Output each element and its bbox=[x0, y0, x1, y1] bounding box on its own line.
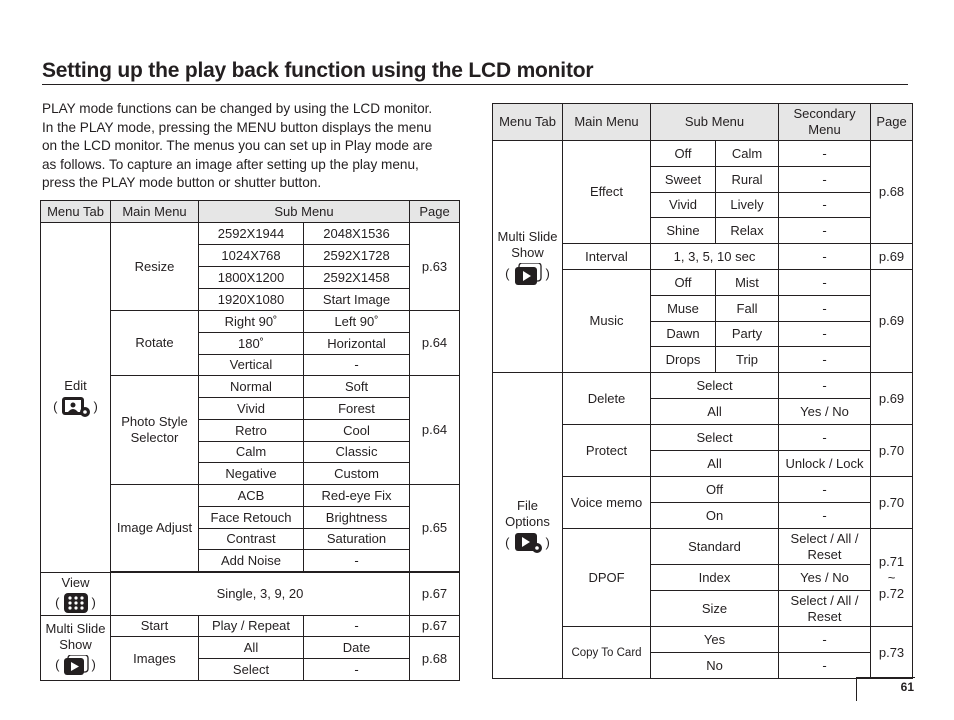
header-main-menu: Main Menu bbox=[563, 104, 651, 141]
play-menu-table-left bbox=[40, 200, 460, 681]
paren-close: ) bbox=[93, 398, 98, 414]
page-title: Setting up the play back function using the LCD monitor bbox=[42, 58, 908, 85]
intro-line: on the LCD monitor. The menus you can set up in Play mode are bbox=[42, 138, 433, 154]
sub-menu-cell: Muse bbox=[651, 296, 716, 322]
paren-close: ) bbox=[91, 657, 96, 672]
paren-open: ( bbox=[55, 657, 60, 672]
sub-menu-cell: 1, 3, 5, 10 sec bbox=[651, 244, 779, 270]
header-secondary-menu: Secondary Menu bbox=[779, 104, 871, 141]
header-menu-tab: Menu Tab bbox=[493, 104, 563, 141]
sub-menu-cell: 1800X1200 bbox=[199, 267, 304, 289]
menu-tab-label: Multi Slide Show bbox=[497, 228, 558, 260]
secondary-cell: Select / All / Reset bbox=[779, 591, 871, 627]
secondary-cell: - bbox=[779, 244, 871, 270]
sub-menu-cell: 1920X1080 bbox=[199, 289, 304, 311]
grid-view-icon bbox=[63, 593, 89, 613]
secondary-cell: Unlock / Lock bbox=[779, 451, 871, 477]
sub-menu-cell: Right 90˚ bbox=[199, 311, 304, 333]
page-ref: p.64 bbox=[410, 376, 460, 485]
sub-menu-cell: 1024X768 bbox=[199, 245, 304, 267]
page-ref: p.67 bbox=[410, 573, 460, 616]
page-ref bbox=[871, 529, 913, 627]
secondary-cell: - bbox=[779, 373, 871, 399]
header-sub-menu: Sub Menu bbox=[651, 104, 779, 141]
sub-menu-cell: - bbox=[304, 659, 410, 681]
sub-menu-cell: No bbox=[651, 653, 779, 679]
page-ref: p.67 bbox=[410, 616, 460, 637]
sub-menu-cell: Start Image bbox=[304, 289, 410, 311]
secondary-cell: - bbox=[779, 425, 871, 451]
sub-menu-cell: 180˚ bbox=[199, 333, 304, 355]
menu-tab-multi-slide bbox=[41, 616, 111, 681]
sub-menu-cell: Fall bbox=[716, 296, 779, 322]
main-menu-image-adjust: Image Adjust bbox=[111, 485, 199, 572]
paren-close: ) bbox=[91, 595, 96, 610]
view-icon-group bbox=[55, 593, 96, 613]
edit-photo-icon bbox=[61, 396, 91, 418]
page-ref: p.63 bbox=[410, 223, 460, 311]
main-menu-voice-memo: Voice memo bbox=[563, 477, 651, 529]
page-ref: p.68 bbox=[871, 141, 913, 244]
sub-menu-cell: Shine bbox=[651, 218, 716, 244]
secondary-cell: - bbox=[779, 296, 871, 322]
sub-menu-cell: - bbox=[304, 355, 410, 376]
header-main-menu: Main Menu bbox=[111, 201, 199, 223]
paren-close: ) bbox=[545, 265, 550, 281]
main-menu-delete: Delete bbox=[563, 373, 651, 425]
sub-menu-cell: 2592X1944 bbox=[199, 223, 304, 245]
slideshow-play-icon bbox=[513, 263, 543, 285]
table-row bbox=[493, 373, 913, 399]
sub-menu-cell: Sweet bbox=[651, 167, 716, 193]
sub-menu-cell: Contrast bbox=[199, 529, 304, 550]
main-menu-start: Start bbox=[111, 616, 199, 637]
secondary-cell: - bbox=[779, 503, 871, 529]
sub-menu-cell: Vivid bbox=[651, 193, 716, 218]
main-menu-protect: Protect bbox=[563, 425, 651, 477]
sub-menu-cell: Yes bbox=[651, 627, 779, 653]
main-menu-photo-style: Photo Style Selector bbox=[111, 376, 199, 485]
sub-menu-cell: Vertical bbox=[199, 355, 304, 376]
sub-menu-cell: Left 90˚ bbox=[304, 311, 410, 333]
page-ref-start: p.71 bbox=[878, 553, 905, 569]
sub-menu-cell: Classic bbox=[304, 442, 410, 463]
main-menu-rotate: Rotate bbox=[111, 311, 199, 376]
menu-tab-label: Multi Slide Show bbox=[45, 621, 106, 652]
menu-tab-label: View bbox=[61, 575, 90, 590]
sub-menu-cell: - bbox=[304, 550, 410, 572]
page-ref: p.70 bbox=[871, 477, 913, 529]
page-ref: p.69 bbox=[871, 270, 913, 373]
secondary-cell: - bbox=[779, 347, 871, 373]
view-options: Single, 3, 9, 20 bbox=[111, 573, 410, 616]
sub-menu-cell: Custom bbox=[304, 463, 410, 485]
sub-menu-cell: Normal bbox=[199, 376, 304, 398]
secondary-cell: - bbox=[779, 167, 871, 193]
table-row bbox=[41, 616, 460, 637]
sub-menu-cell: 2048X1536 bbox=[304, 223, 410, 245]
intro-line: as follows. To capture an image after setting up the play menu, bbox=[42, 156, 419, 172]
sub-menu-cell: Soft bbox=[304, 376, 410, 398]
secondary-cell: - bbox=[779, 627, 871, 653]
paren-close: ) bbox=[545, 534, 550, 550]
table-header-row bbox=[493, 104, 913, 141]
slideshow-icon-group bbox=[55, 655, 96, 675]
secondary-cell: - bbox=[779, 218, 871, 244]
sub-menu-cell: Dawn bbox=[651, 322, 716, 347]
header-menu-tab: Menu Tab bbox=[41, 201, 111, 223]
sub-menu-cell: Calm bbox=[716, 141, 779, 167]
page-number: 61 bbox=[900, 680, 914, 694]
page-ref: p.65 bbox=[410, 485, 460, 572]
main-menu-music: Music bbox=[563, 270, 651, 373]
sub-menu-cell: 2592X1458 bbox=[304, 267, 410, 289]
secondary-cell: - bbox=[779, 141, 871, 167]
secondary-cell: Select / All / Reset bbox=[779, 529, 871, 565]
header-page: Page bbox=[410, 201, 460, 223]
sub-menu-cell: Mist bbox=[716, 270, 779, 296]
secondary-cell: - bbox=[779, 653, 871, 679]
page-ref-end: p.72 bbox=[878, 585, 905, 601]
sub-menu-cell: Select bbox=[199, 659, 304, 681]
sub-menu-cell: Party bbox=[716, 322, 779, 347]
sub-menu-cell: Drops bbox=[651, 347, 716, 373]
sub-menu-cell: Forest bbox=[304, 398, 410, 420]
intro-line: PLAY mode functions can be changed by using the LCD monitor. bbox=[42, 101, 433, 116]
sub-menu-cell: Size bbox=[651, 591, 779, 627]
sub-menu-cell: On bbox=[651, 503, 779, 529]
sub-menu-cell: Off bbox=[651, 141, 716, 167]
sub-menu-cell: ACB bbox=[199, 485, 304, 507]
secondary-cell: Yes / No bbox=[779, 565, 871, 591]
sub-menu-cell: Standard bbox=[651, 529, 779, 565]
page-ref: p.70 bbox=[871, 425, 913, 477]
sub-menu-cell: Lively bbox=[716, 193, 779, 218]
sub-menu-cell: Off bbox=[651, 270, 716, 296]
secondary-cell: - bbox=[779, 477, 871, 503]
intro-paragraph bbox=[42, 100, 457, 193]
sub-menu-cell: Face Retouch bbox=[199, 507, 304, 529]
sub-menu-cell: Off bbox=[651, 477, 779, 503]
main-menu-images: Images bbox=[111, 637, 199, 681]
paren-open: ( bbox=[505, 265, 510, 281]
sub-menu-cell: Retro bbox=[199, 420, 304, 442]
sub-menu-cell: - bbox=[304, 616, 410, 637]
header-page: Page bbox=[871, 104, 913, 141]
sub-menu-cell: Cool bbox=[304, 420, 410, 442]
main-menu-effect: Effect bbox=[563, 141, 651, 244]
menu-tab-label: File Options bbox=[505, 497, 550, 529]
sub-menu-cell: All bbox=[651, 451, 779, 477]
sub-menu-cell: All bbox=[199, 637, 304, 659]
main-menu-copy-to-card: Copy To Card bbox=[563, 627, 651, 679]
menu-tab-file-options bbox=[493, 373, 563, 679]
secondary-cell: - bbox=[779, 193, 871, 218]
table-header-row bbox=[41, 201, 460, 223]
edit-icon-group bbox=[53, 396, 98, 418]
main-menu-dpof: DPOF bbox=[563, 529, 651, 627]
table-row bbox=[41, 573, 460, 616]
secondary-cell: - bbox=[779, 322, 871, 347]
main-menu-interval: Interval bbox=[563, 244, 651, 270]
sub-menu-cell: Relax bbox=[716, 218, 779, 244]
sub-menu-cell: Vivid bbox=[199, 398, 304, 420]
sub-menu-cell: Brightness bbox=[304, 507, 410, 529]
sub-menu-cell: Date bbox=[304, 637, 410, 659]
sub-menu-cell: 2592X1728 bbox=[304, 245, 410, 267]
slideshow-play-icon bbox=[63, 655, 89, 675]
paren-open: ( bbox=[505, 534, 510, 550]
page-ref: p.68 bbox=[410, 637, 460, 681]
menu-tab-edit bbox=[41, 223, 111, 573]
sub-menu-cell: Calm bbox=[199, 442, 304, 463]
paren-open: ( bbox=[53, 398, 58, 414]
sub-menu-cell: Add Noise bbox=[199, 550, 304, 572]
slideshow-icon-group bbox=[505, 263, 550, 285]
play-menu-table-right bbox=[492, 103, 913, 679]
intro-line: In the PLAY mode, pressing the MENU button displays the menu bbox=[42, 119, 432, 135]
menu-tab-view bbox=[41, 573, 111, 616]
sub-menu-cell: Rural bbox=[716, 167, 779, 193]
page-ref: p.69 bbox=[871, 373, 913, 425]
page-ref: p.73 bbox=[871, 627, 913, 679]
sub-menu-cell: All bbox=[651, 399, 779, 425]
secondary-cell: Yes / No bbox=[779, 399, 871, 425]
sub-menu-cell: Horizontal bbox=[304, 333, 410, 355]
sub-menu-cell: Trip bbox=[716, 347, 779, 373]
main-menu-resize: Resize bbox=[111, 223, 199, 311]
secondary-cell: - bbox=[779, 270, 871, 296]
sub-menu-cell: Saturation bbox=[304, 529, 410, 550]
sub-menu-cell: Play / Repeat bbox=[199, 616, 304, 637]
menu-tab-multi-slide bbox=[493, 141, 563, 373]
page-ref-tilde: ~ bbox=[887, 569, 896, 585]
table-row bbox=[493, 141, 913, 167]
sub-menu-cell: Red-eye Fix bbox=[304, 485, 410, 507]
paren-open: ( bbox=[55, 595, 60, 610]
file-icon-group bbox=[505, 532, 550, 554]
menu-tab-label: Edit bbox=[64, 377, 87, 393]
intro-line: press the PLAY mode button or shutter button. bbox=[42, 175, 322, 191]
sub-menu-cell: Negative bbox=[199, 463, 304, 485]
page-ref: p.69 bbox=[871, 244, 913, 270]
file-options-icon bbox=[513, 532, 543, 554]
sub-menu-cell: Select bbox=[651, 373, 779, 399]
sub-menu-cell: Index bbox=[651, 565, 779, 591]
page-ref: p.64 bbox=[410, 311, 460, 376]
table-row bbox=[41, 223, 460, 245]
sub-menu-cell: Select bbox=[651, 425, 779, 451]
header-sub-menu: Sub Menu bbox=[199, 201, 410, 223]
